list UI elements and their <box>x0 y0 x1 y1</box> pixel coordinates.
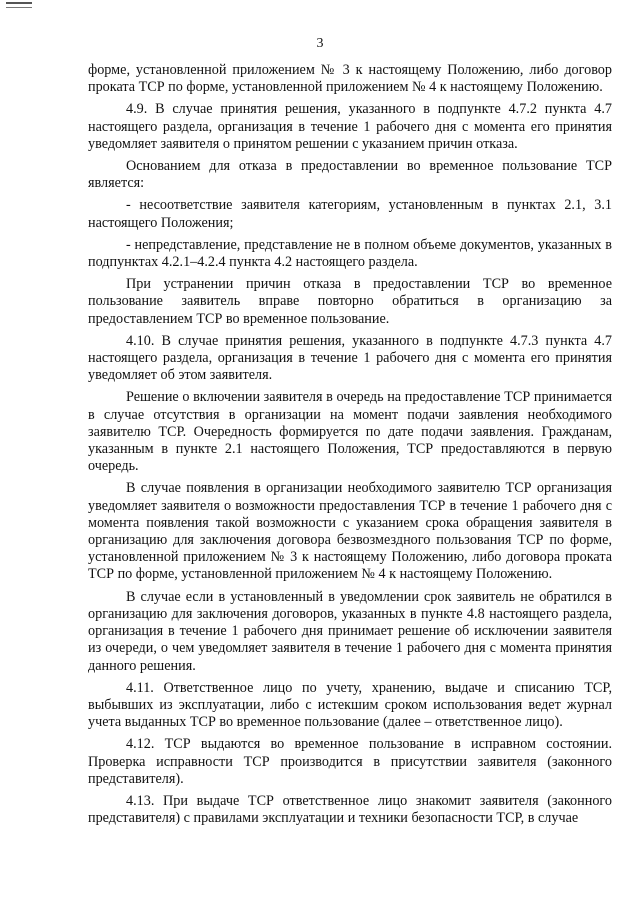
list-item: - непредставление, представление не в полном объеме документов, указанных в подпунктах 4.2.1–4.2.4 пункта 4.2 настоящего раздела. <box>88 236 612 271</box>
paragraph: Решение о включении заявителя в очередь на предоставление ТСР принимается в случае отсутствия в организации на момент подачи заявления необходимого заявителю ТСР. Очередность формируется по дате подачи заявления. Гражданам, указанным в пункте 2.1 настоящего Положения, ТСР предоставляются в первую очередь. <box>88 389 612 475</box>
paragraph: В случае если в установленный в уведомлении срок заявитель не обратился в организацию для заключения договоров, указанных в пункте 4.8 настоящего раздела, организация в течение 1 рабочего дня принимает решение об исключении заявителя из очереди, о чем уведомляет заявителя в течение 1 рабочего дня с момента принятия данного решения. <box>88 588 612 674</box>
scan-mark <box>6 7 32 8</box>
list-item: - несоответствие заявителя категориям, установленным в пунктах 2.1, 3.1 настоящего Положения; <box>88 197 612 231</box>
paragraph: Основанием для отказа в предоставлении во временное пользование ТСР является: <box>88 158 612 192</box>
paragraph: 4.11. Ответственное лицо по учету, хранению, выдаче и списанию ТСР, выбывших из эксплуатации, либо с истекшим сроком использования ведет журнал учета выданных ТСР во временное пользование (далее – ответственное лицо). <box>88 679 612 731</box>
paragraph: форме, установленной приложением № 3 к настоящему Положению, либо договор проката ТСР по форме, установленной приложением № 4 к настоящему Положению. <box>88 62 612 96</box>
paragraph: При устранении причин отказа в предоставлении ТСР во временное пользование заявитель вправе повторно обратиться в организацию за предоставлением ТСР во временное пользование. <box>88 276 612 327</box>
paragraph: В случае появления в организации необходимого заявителю ТСР организация уведомляет заявителя о возможности предоставления ТСР в течение 1 рабочего дня с момента появления такой возможности с указанием срока обращения заявителя в организацию для заключения договора безвозмездного пользования ТСР по форме, установленной приложением № 3 к настоящему Положению, либо договора проката ТСР по форме, установленной приложением № 4 к настоящему Положению. <box>88 480 612 583</box>
document-body <box>88 62 612 832</box>
paragraph: 4.9. В случае принятия решения, указанного в подпункте 4.7.2 пункта 4.7 настоящего раздела, организация в течение 1 рабочего дня с момента его принятия уведомляет заявителя о принятом решении с указанием причин отказа. <box>88 101 612 152</box>
scan-mark <box>6 2 32 4</box>
page-number: 3 <box>316 36 324 51</box>
paragraph: 4.10. В случае принятия решения, указанного в подпункте 4.7.3 пункта 4.7 настоящего раздела, организация в течение 1 рабочего дня с момента его принятия уведомляет об этом заявителя. <box>88 332 612 384</box>
paragraph: 4.13. При выдаче ТСР ответственное лицо знакомит заявителя (законного представителя) с правилами эксплуатации и техники безопасности ТСР, в случае <box>88 792 612 827</box>
paragraph: 4.12. ТСР выдаются во временное пользование в исправном состоянии. Проверка исправности ТСР производится в присутствии заявителя (законного представителя). <box>88 736 612 787</box>
